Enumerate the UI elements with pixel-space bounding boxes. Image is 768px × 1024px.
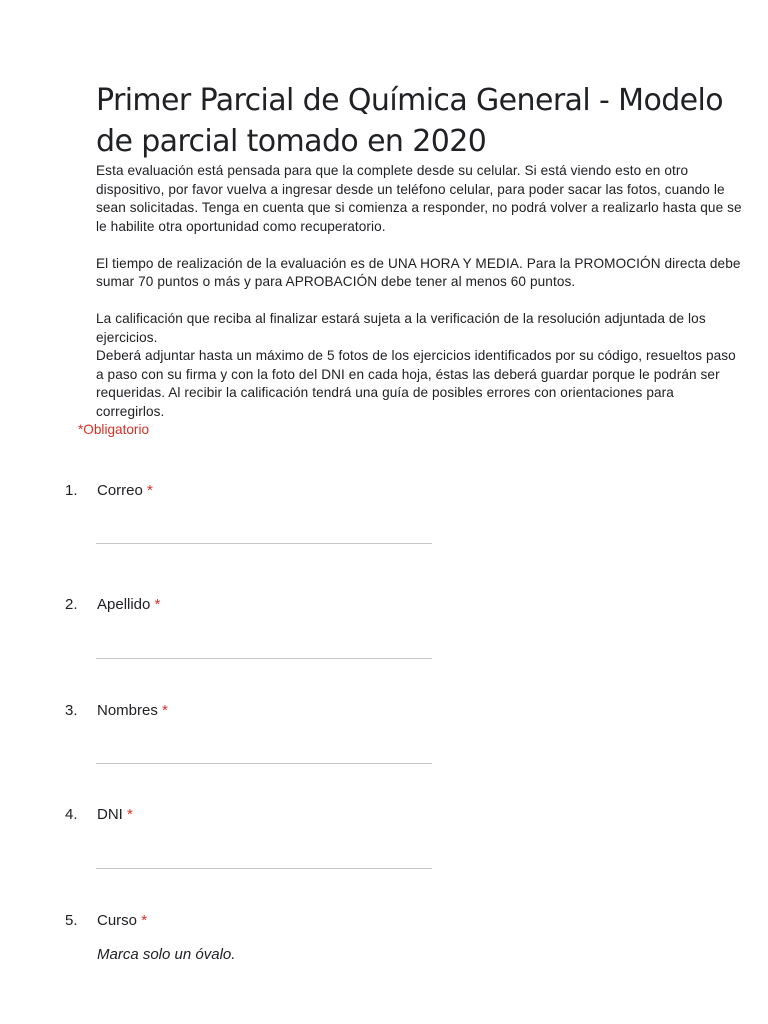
required-note: *Obligatorio [78, 422, 150, 437]
required-asterisk: * [127, 806, 133, 823]
description-paragraph: Deberá adjuntar hasta un máximo de 5 fotos de los ejercicios identificados por su código, resueltos paso a paso con su firma y con la foto del DNI en cada hoja, éstas las deberá guardar porque le podrán ser requeridas. Al recibir la calificación tendrá una guía de posibles errores con orientaciones para corregirlos. [96, 348, 736, 419]
question-number: 1. [65, 482, 78, 499]
description-paragraph: La calificación que reciba al finalizar estará sujeta a la verificación de la resolución adjuntada de los ejercicios. [96, 311, 706, 345]
description-paragraph: El tiempo de realización de la evaluación es de UNA HORA Y MEDIA. Para la PROMOCIÓN directa debe sumar 70 puntos o más y para APROBACIÓN debe tener al menos 60 puntos. [96, 255, 741, 289]
description-paragraph: Esta evaluación está pensada para que la complete desde su celular. Si está viendo esto en otro dispositivo, por favor vuelva a ingresar desde un teléfono celular, para poder sacar las fotos, cuando le sean solicitadas. Tenga en cuenta que si comienza a responder, no podrá volver a realizarlo hasta que se le habilite otra oportunidad como recuperatorio. [96, 163, 742, 234]
question-label-text: Apellido [97, 596, 151, 613]
question-number: 4. [65, 806, 78, 823]
nombres-answer-field[interactable] [96, 763, 432, 764]
question-label [97, 806, 133, 823]
question-number: 3. [65, 702, 78, 719]
question-label-text: Curso [97, 912, 138, 929]
required-asterisk: * [147, 482, 153, 499]
required-asterisk: * [162, 702, 168, 719]
question-number: 2. [65, 596, 78, 613]
dni-answer-field[interactable] [96, 868, 432, 869]
question-label [97, 912, 147, 929]
question-label-text: DNI [97, 806, 123, 823]
choice-hint: Marca solo un óvalo. [97, 946, 236, 963]
form-title: Primer Parcial de Química General - Modelo de parcial tomado en 2020 [96, 83, 723, 160]
question-label-text: Correo [97, 482, 143, 499]
correo-answer-field[interactable] [96, 543, 432, 544]
question-number: 5. [65, 912, 78, 929]
question-label [97, 482, 153, 499]
required-asterisk: * [154, 596, 161, 613]
question-label [97, 702, 168, 719]
form-description [96, 162, 746, 421]
apellido-answer-field[interactable] [96, 658, 432, 659]
required-asterisk: * [141, 912, 148, 929]
question-label [97, 596, 160, 613]
question-label-text: Nombres [97, 702, 158, 719]
